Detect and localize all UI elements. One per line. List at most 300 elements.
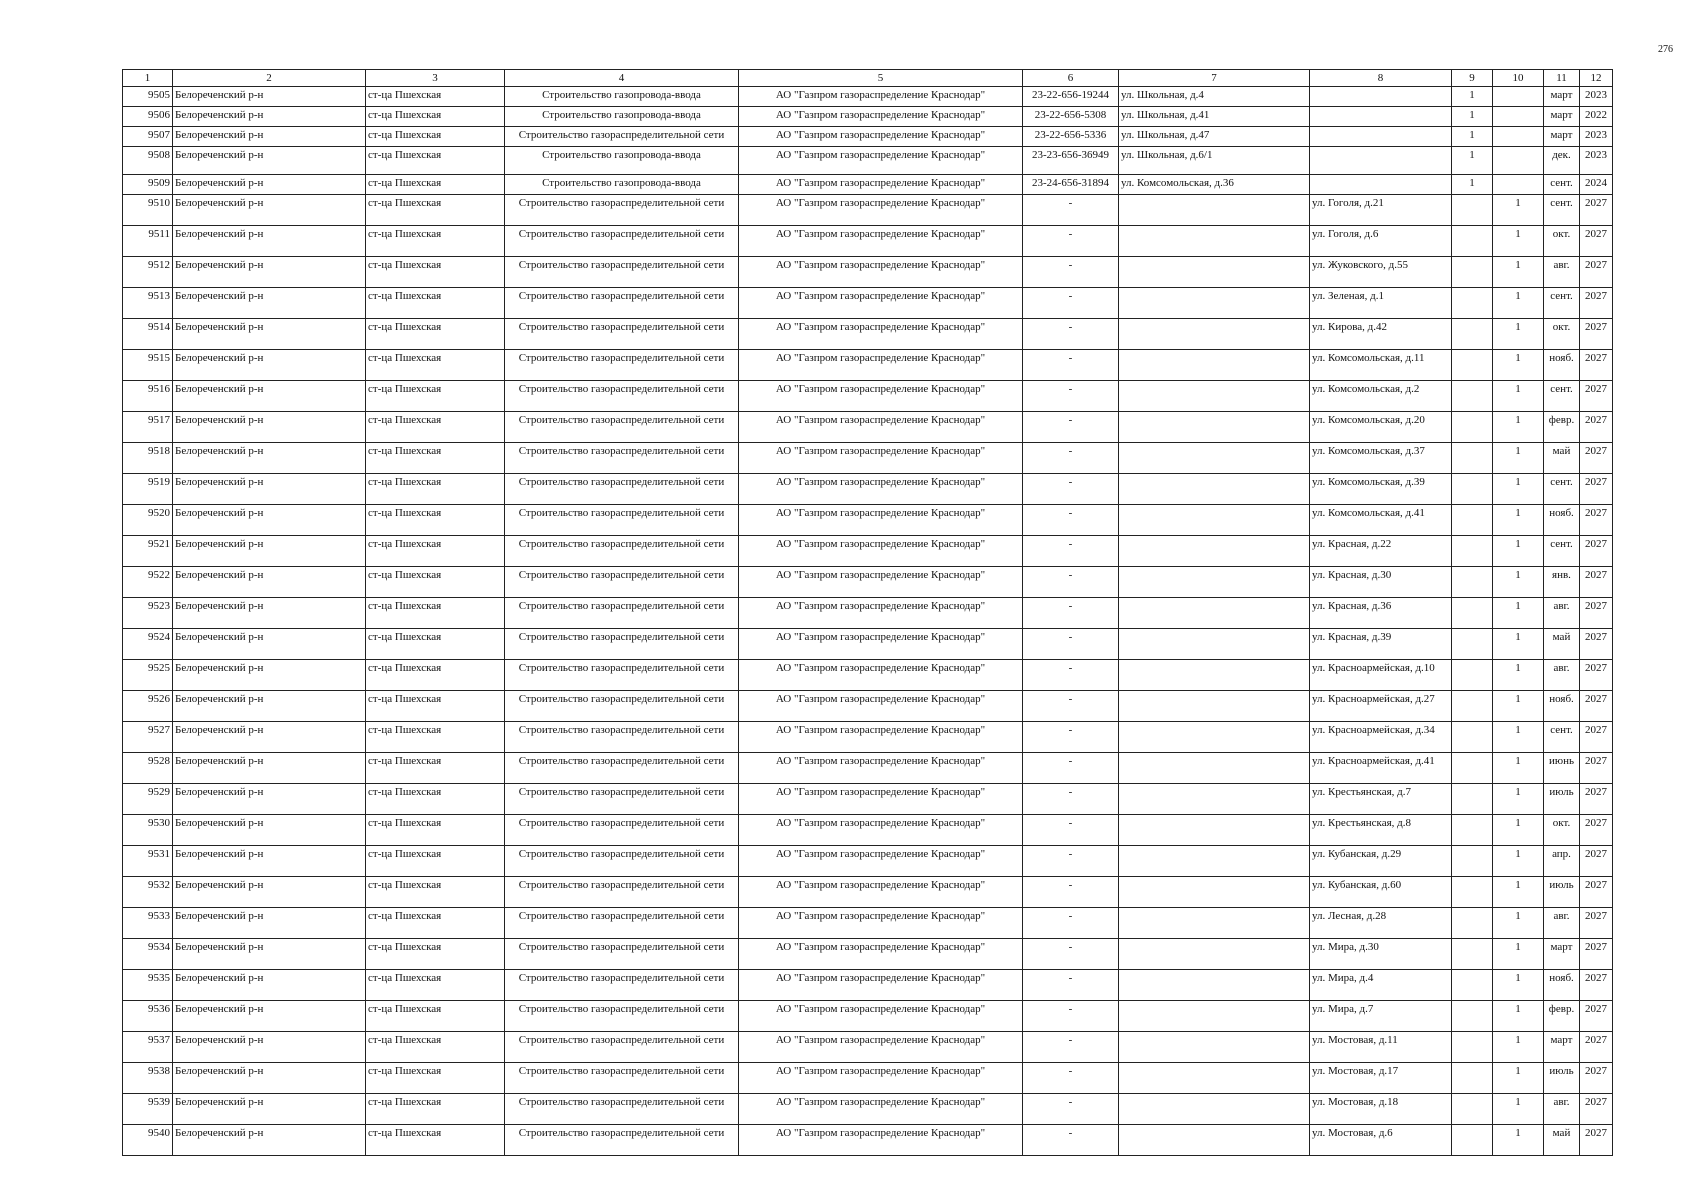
count-col10-cell: 1 xyxy=(1493,288,1544,319)
address-cell: ул. Школьная, д.47 xyxy=(1119,127,1310,147)
count-col9-cell xyxy=(1452,226,1493,257)
count-col9-cell xyxy=(1452,474,1493,505)
settlement-cell: ст-ца Пшехская xyxy=(366,147,505,175)
organization-cell: АО "Газпром газораспределение Краснодар" xyxy=(739,226,1023,257)
table-row xyxy=(123,846,1613,877)
year-cell: 2027 xyxy=(1580,970,1613,1001)
count-col10-cell: 1 xyxy=(1493,815,1544,846)
address-cell xyxy=(1119,970,1310,1001)
work-type-cell: Строительство газораспределительной сети xyxy=(505,1063,739,1094)
organization-cell: АО "Газпром газораспределение Краснодар" xyxy=(739,443,1023,474)
address-cell xyxy=(1119,846,1310,877)
year-cell: 2024 xyxy=(1580,175,1613,195)
planned-address-cell: ул. Кирова, д.42 xyxy=(1310,319,1452,350)
month-cell: апр. xyxy=(1544,846,1580,877)
year-cell: 2027 xyxy=(1580,536,1613,567)
work-type-cell: Строительство газораспределительной сети xyxy=(505,691,739,722)
settlement-cell: ст-ца Пшехская xyxy=(366,536,505,567)
work-type-cell: Строительство газораспределительной сети xyxy=(505,598,739,629)
code-cell: - xyxy=(1023,691,1119,722)
count-col9-cell xyxy=(1452,288,1493,319)
count-col10-cell: 1 xyxy=(1493,1032,1544,1063)
work-type-cell: Строительство газораспределительной сети xyxy=(505,288,739,319)
table-row xyxy=(123,147,1613,175)
work-type-cell: Строительство газораспределительной сети xyxy=(505,908,739,939)
year-cell: 2023 xyxy=(1580,87,1613,107)
month-cell: нояб. xyxy=(1544,970,1580,1001)
count-col10-cell: 1 xyxy=(1493,846,1544,877)
settlement-cell: ст-ца Пшехская xyxy=(366,660,505,691)
count-col10-cell xyxy=(1493,147,1544,175)
work-type-cell: Строительство газораспределительной сети xyxy=(505,505,739,536)
count-col10-cell: 1 xyxy=(1493,226,1544,257)
code-cell: - xyxy=(1023,412,1119,443)
row-number-cell: 9537 xyxy=(123,1032,173,1063)
code-cell: - xyxy=(1023,1094,1119,1125)
district-cell: Белореченский р-н xyxy=(173,505,366,536)
work-type-cell: Строительство газораспределительной сети xyxy=(505,753,739,784)
count-col10-cell: 1 xyxy=(1493,350,1544,381)
work-type-cell: Строительство газораспределительной сети xyxy=(505,474,739,505)
organization-cell: АО "Газпром газораспределение Краснодар" xyxy=(739,877,1023,908)
count-col9-cell xyxy=(1452,536,1493,567)
column-header: 3 xyxy=(366,70,505,87)
row-number-cell: 9530 xyxy=(123,815,173,846)
address-cell xyxy=(1119,1001,1310,1032)
row-number-cell: 9509 xyxy=(123,175,173,195)
count-col10-cell: 1 xyxy=(1493,722,1544,753)
row-number-cell: 9515 xyxy=(123,350,173,381)
organization-cell: АО "Газпром газораспределение Краснодар" xyxy=(739,107,1023,127)
address-cell xyxy=(1119,288,1310,319)
settlement-cell: ст-ца Пшехская xyxy=(366,908,505,939)
district-cell: Белореченский р-н xyxy=(173,753,366,784)
row-number-cell: 9520 xyxy=(123,505,173,536)
settlement-cell: ст-ца Пшехская xyxy=(366,970,505,1001)
organization-cell: АО "Газпром газораспределение Краснодар" xyxy=(739,257,1023,288)
settlement-cell: ст-ца Пшехская xyxy=(366,319,505,350)
count-col10-cell: 1 xyxy=(1493,877,1544,908)
table-row xyxy=(123,970,1613,1001)
district-cell: Белореченский р-н xyxy=(173,536,366,567)
month-cell: нояб. xyxy=(1544,505,1580,536)
count-col10-cell: 1 xyxy=(1493,753,1544,784)
settlement-cell: ст-ца Пшехская xyxy=(366,127,505,147)
settlement-cell: ст-ца Пшехская xyxy=(366,412,505,443)
month-cell: авг. xyxy=(1544,1094,1580,1125)
column-header: 2 xyxy=(173,70,366,87)
planned-address-cell: ул. Гоголя, д.21 xyxy=(1310,195,1452,226)
district-cell: Белореченский р-н xyxy=(173,1032,366,1063)
address-cell xyxy=(1119,257,1310,288)
year-cell: 2027 xyxy=(1580,629,1613,660)
code-cell: 23-22-656-5308 xyxy=(1023,107,1119,127)
planned-address-cell: ул. Мира, д.7 xyxy=(1310,1001,1452,1032)
count-col10-cell: 1 xyxy=(1493,319,1544,350)
work-type-cell: Строительство газораспределительной сети xyxy=(505,381,739,412)
planned-address-cell xyxy=(1310,107,1452,127)
table-row xyxy=(123,567,1613,598)
planned-address-cell xyxy=(1310,87,1452,107)
table-row xyxy=(123,784,1613,815)
count-col9-cell xyxy=(1452,505,1493,536)
count-col9-cell xyxy=(1452,877,1493,908)
year-cell: 2027 xyxy=(1580,1125,1613,1156)
work-type-cell: Строительство газораспределительной сети xyxy=(505,350,739,381)
planned-address-cell: ул. Красноармейская, д.10 xyxy=(1310,660,1452,691)
settlement-cell: ст-ца Пшехская xyxy=(366,1032,505,1063)
planned-address-cell: ул. Комсомольская, д.2 xyxy=(1310,381,1452,412)
year-cell: 2027 xyxy=(1580,815,1613,846)
organization-cell: АО "Газпром газораспределение Краснодар" xyxy=(739,598,1023,629)
code-cell: - xyxy=(1023,536,1119,567)
planned-address-cell: ул. Красноармейская, д.41 xyxy=(1310,753,1452,784)
count-col9-cell xyxy=(1452,660,1493,691)
address-cell xyxy=(1119,877,1310,908)
district-cell: Белореченский р-н xyxy=(173,443,366,474)
planned-address-cell: ул. Красная, д.39 xyxy=(1310,629,1452,660)
table-row xyxy=(123,908,1613,939)
count-col10-cell: 1 xyxy=(1493,505,1544,536)
planned-address-cell: ул. Красноармейская, д.27 xyxy=(1310,691,1452,722)
code-cell: - xyxy=(1023,350,1119,381)
table-row xyxy=(123,660,1613,691)
table-row xyxy=(123,536,1613,567)
planned-address-cell xyxy=(1310,175,1452,195)
count-col9-cell xyxy=(1452,567,1493,598)
address-cell xyxy=(1119,908,1310,939)
count-col9-cell xyxy=(1452,629,1493,660)
page-number: 276 xyxy=(1658,44,1673,55)
row-number-cell: 9508 xyxy=(123,147,173,175)
table-row xyxy=(123,1032,1613,1063)
count-col10-cell: 1 xyxy=(1493,257,1544,288)
column-header: 4 xyxy=(505,70,739,87)
code-cell: - xyxy=(1023,784,1119,815)
month-cell: май xyxy=(1544,629,1580,660)
settlement-cell: ст-ца Пшехская xyxy=(366,1125,505,1156)
table-row xyxy=(123,1094,1613,1125)
count-col9-cell xyxy=(1452,691,1493,722)
year-cell: 2027 xyxy=(1580,877,1613,908)
settlement-cell: ст-ца Пшехская xyxy=(366,381,505,412)
district-cell: Белореченский р-н xyxy=(173,226,366,257)
code-cell: - xyxy=(1023,1063,1119,1094)
organization-cell: АО "Газпром газораспределение Краснодар" xyxy=(739,195,1023,226)
table-row xyxy=(123,288,1613,319)
code-cell: - xyxy=(1023,226,1119,257)
row-number-cell: 9529 xyxy=(123,784,173,815)
year-cell: 2027 xyxy=(1580,908,1613,939)
organization-cell: АО "Газпром газораспределение Краснодар" xyxy=(739,629,1023,660)
district-cell: Белореченский р-н xyxy=(173,381,366,412)
planned-address-cell: ул. Кубанская, д.60 xyxy=(1310,877,1452,908)
count-col10-cell: 1 xyxy=(1493,1063,1544,1094)
column-header: 8 xyxy=(1310,70,1452,87)
table-row xyxy=(123,175,1613,195)
address-cell xyxy=(1119,1125,1310,1156)
address-cell xyxy=(1119,722,1310,753)
settlement-cell: ст-ца Пшехская xyxy=(366,598,505,629)
month-cell: авг. xyxy=(1544,598,1580,629)
organization-cell: АО "Газпром газораспределение Краснодар" xyxy=(739,381,1023,412)
organization-cell: АО "Газпром газораспределение Краснодар" xyxy=(739,722,1023,753)
count-col10-cell xyxy=(1493,107,1544,127)
table-row xyxy=(123,226,1613,257)
month-cell: июль xyxy=(1544,1063,1580,1094)
column-header: 7 xyxy=(1119,70,1310,87)
row-number-cell: 9518 xyxy=(123,443,173,474)
count-col9-cell: 1 xyxy=(1452,127,1493,147)
address-cell xyxy=(1119,1032,1310,1063)
district-cell: Белореченский р-н xyxy=(173,939,366,970)
month-cell: март xyxy=(1544,87,1580,107)
work-type-cell: Строительство газораспределительной сети xyxy=(505,970,739,1001)
work-type-cell: Строительство газораспределительной сети xyxy=(505,195,739,226)
row-number-cell: 9507 xyxy=(123,127,173,147)
year-cell: 2027 xyxy=(1580,319,1613,350)
count-col9-cell xyxy=(1452,908,1493,939)
count-col9-cell xyxy=(1452,1001,1493,1032)
address-cell xyxy=(1119,536,1310,567)
settlement-cell: ст-ца Пшехская xyxy=(366,175,505,195)
address-cell xyxy=(1119,474,1310,505)
row-number-cell: 9534 xyxy=(123,939,173,970)
table-row xyxy=(123,877,1613,908)
district-cell: Белореченский р-н xyxy=(173,474,366,505)
work-type-cell: Строительство газораспределительной сети xyxy=(505,877,739,908)
address-cell xyxy=(1119,753,1310,784)
count-col9-cell xyxy=(1452,443,1493,474)
code-cell: - xyxy=(1023,877,1119,908)
settlement-cell: ст-ца Пшехская xyxy=(366,1094,505,1125)
row-number-cell: 9531 xyxy=(123,846,173,877)
data-table xyxy=(122,69,1613,1156)
count-col9-cell xyxy=(1452,1032,1493,1063)
count-col9-cell xyxy=(1452,1094,1493,1125)
row-number-cell: 9513 xyxy=(123,288,173,319)
address-cell xyxy=(1119,815,1310,846)
district-cell: Белореченский р-н xyxy=(173,598,366,629)
month-cell: февр. xyxy=(1544,412,1580,443)
row-number-cell: 9525 xyxy=(123,660,173,691)
column-header: 6 xyxy=(1023,70,1119,87)
count-col10-cell: 1 xyxy=(1493,939,1544,970)
work-type-cell: Строительство газораспределительной сети xyxy=(505,629,739,660)
district-cell: Белореченский р-н xyxy=(173,1063,366,1094)
column-header: 9 xyxy=(1452,70,1493,87)
year-cell: 2027 xyxy=(1580,1001,1613,1032)
code-cell: - xyxy=(1023,939,1119,970)
year-cell: 2027 xyxy=(1580,598,1613,629)
table-row xyxy=(123,598,1613,629)
count-col9-cell xyxy=(1452,846,1493,877)
code-cell: - xyxy=(1023,474,1119,505)
month-cell: февр. xyxy=(1544,1001,1580,1032)
table-row xyxy=(123,939,1613,970)
organization-cell: АО "Газпром газораспределение Краснодар" xyxy=(739,939,1023,970)
address-cell: ул. Школьная, д.41 xyxy=(1119,107,1310,127)
district-cell: Белореченский р-н xyxy=(173,567,366,598)
row-number-cell: 9524 xyxy=(123,629,173,660)
settlement-cell: ст-ца Пшехская xyxy=(366,505,505,536)
year-cell: 2027 xyxy=(1580,412,1613,443)
address-cell: ул. Комсомольская, д.36 xyxy=(1119,175,1310,195)
row-number-cell: 9511 xyxy=(123,226,173,257)
settlement-cell: ст-ца Пшехская xyxy=(366,784,505,815)
district-cell: Белореченский р-н xyxy=(173,350,366,381)
month-cell: май xyxy=(1544,443,1580,474)
district-cell: Белореченский р-н xyxy=(173,908,366,939)
work-type-cell: Строительство газопровода-ввода xyxy=(505,87,739,107)
work-type-cell: Строительство газораспределительной сети xyxy=(505,784,739,815)
settlement-cell: ст-ца Пшехская xyxy=(366,753,505,784)
work-type-cell: Строительство газораспределительной сети xyxy=(505,319,739,350)
row-number-cell: 9510 xyxy=(123,195,173,226)
work-type-cell: Строительство газораспределительной сети xyxy=(505,412,739,443)
code-cell: 23-22-656-5336 xyxy=(1023,127,1119,147)
district-cell: Белореченский р-н xyxy=(173,319,366,350)
count-col10-cell: 1 xyxy=(1493,1125,1544,1156)
settlement-cell: ст-ца Пшехская xyxy=(366,226,505,257)
planned-address-cell xyxy=(1310,127,1452,147)
work-type-cell: Строительство газораспределительной сети xyxy=(505,536,739,567)
count-col10-cell: 1 xyxy=(1493,629,1544,660)
district-cell: Белореченский р-н xyxy=(173,784,366,815)
month-cell: нояб. xyxy=(1544,691,1580,722)
count-col10-cell xyxy=(1493,87,1544,107)
planned-address-cell: ул. Кубанская, д.29 xyxy=(1310,846,1452,877)
year-cell: 2027 xyxy=(1580,226,1613,257)
settlement-cell: ст-ца Пшехская xyxy=(366,1001,505,1032)
settlement-cell: ст-ца Пшехская xyxy=(366,939,505,970)
district-cell: Белореченский р-н xyxy=(173,257,366,288)
address-cell xyxy=(1119,443,1310,474)
year-cell: 2027 xyxy=(1580,567,1613,598)
count-col10-cell: 1 xyxy=(1493,691,1544,722)
count-col10-cell: 1 xyxy=(1493,970,1544,1001)
table-row xyxy=(123,412,1613,443)
address-cell xyxy=(1119,319,1310,350)
settlement-cell: ст-ца Пшехская xyxy=(366,722,505,753)
district-cell: Белореченский р-н xyxy=(173,1001,366,1032)
district-cell: Белореченский р-н xyxy=(173,147,366,175)
code-cell: 23-22-656-19244 xyxy=(1023,87,1119,107)
code-cell: - xyxy=(1023,319,1119,350)
table-row xyxy=(123,195,1613,226)
row-number-cell: 9519 xyxy=(123,474,173,505)
address-cell xyxy=(1119,598,1310,629)
table-row xyxy=(123,1001,1613,1032)
organization-cell: АО "Газпром газораспределение Краснодар" xyxy=(739,784,1023,815)
code-cell: - xyxy=(1023,970,1119,1001)
month-cell: сент. xyxy=(1544,288,1580,319)
column-header: 10 xyxy=(1493,70,1544,87)
row-number-cell: 9514 xyxy=(123,319,173,350)
count-col9-cell xyxy=(1452,939,1493,970)
organization-cell: АО "Газпром газораспределение Краснодар" xyxy=(739,815,1023,846)
settlement-cell: ст-ца Пшехская xyxy=(366,567,505,598)
year-cell: 2027 xyxy=(1580,660,1613,691)
table-row xyxy=(123,257,1613,288)
count-col9-cell xyxy=(1452,753,1493,784)
year-cell: 2023 xyxy=(1580,127,1613,147)
month-cell: авг. xyxy=(1544,660,1580,691)
district-cell: Белореченский р-н xyxy=(173,722,366,753)
column-header: 5 xyxy=(739,70,1023,87)
month-cell: дек. xyxy=(1544,147,1580,175)
month-cell: сент. xyxy=(1544,474,1580,505)
year-cell: 2027 xyxy=(1580,443,1613,474)
row-number-cell: 9527 xyxy=(123,722,173,753)
row-number-cell: 9522 xyxy=(123,567,173,598)
work-type-cell: Строительство газораспределительной сети xyxy=(505,846,739,877)
organization-cell: АО "Газпром газораспределение Краснодар" xyxy=(739,147,1023,175)
row-number-cell: 9505 xyxy=(123,87,173,107)
row-number-cell: 9517 xyxy=(123,412,173,443)
count-col10-cell xyxy=(1493,175,1544,195)
work-type-cell: Строительство газораспределительной сети xyxy=(505,1094,739,1125)
count-col10-cell: 1 xyxy=(1493,536,1544,567)
count-col9-cell xyxy=(1452,598,1493,629)
planned-address-cell: ул. Комсомольская, д.39 xyxy=(1310,474,1452,505)
year-cell: 2027 xyxy=(1580,257,1613,288)
organization-cell: АО "Газпром газораспределение Краснодар" xyxy=(739,175,1023,195)
code-cell: - xyxy=(1023,846,1119,877)
count-col10-cell: 1 xyxy=(1493,443,1544,474)
code-cell: - xyxy=(1023,598,1119,629)
count-col9-cell: 1 xyxy=(1452,147,1493,175)
organization-cell: АО "Газпром газораспределение Краснодар" xyxy=(739,660,1023,691)
table-row xyxy=(123,722,1613,753)
work-type-cell: Строительство газораспределительной сети xyxy=(505,1032,739,1063)
table-row xyxy=(123,87,1613,107)
count-col10-cell: 1 xyxy=(1493,381,1544,412)
code-cell: - xyxy=(1023,908,1119,939)
year-cell: 2027 xyxy=(1580,1063,1613,1094)
year-cell: 2027 xyxy=(1580,474,1613,505)
row-number-cell: 9538 xyxy=(123,1063,173,1094)
address-cell xyxy=(1119,629,1310,660)
row-number-cell: 9528 xyxy=(123,753,173,784)
month-cell: янв. xyxy=(1544,567,1580,598)
settlement-cell: ст-ца Пшехская xyxy=(366,257,505,288)
code-cell: - xyxy=(1023,505,1119,536)
organization-cell: АО "Газпром газораспределение Краснодар" xyxy=(739,1063,1023,1094)
district-cell: Белореченский р-н xyxy=(173,691,366,722)
table-row xyxy=(123,505,1613,536)
planned-address-cell: ул. Комсомольская, д.41 xyxy=(1310,505,1452,536)
count-col9-cell xyxy=(1452,784,1493,815)
table-row xyxy=(123,1063,1613,1094)
address-cell xyxy=(1119,1094,1310,1125)
row-number-cell: 9539 xyxy=(123,1094,173,1125)
month-cell: авг. xyxy=(1544,257,1580,288)
planned-address-cell: ул. Комсомольская, д.20 xyxy=(1310,412,1452,443)
year-cell: 2027 xyxy=(1580,753,1613,784)
address-cell xyxy=(1119,381,1310,412)
count-col10-cell: 1 xyxy=(1493,195,1544,226)
table-row xyxy=(123,1125,1613,1156)
planned-address-cell: ул. Красноармейская, д.34 xyxy=(1310,722,1452,753)
month-cell: март xyxy=(1544,939,1580,970)
address-cell: ул. Школьная, д.4 xyxy=(1119,87,1310,107)
table-row xyxy=(123,691,1613,722)
count-col9-cell: 1 xyxy=(1452,87,1493,107)
row-number-cell: 9506 xyxy=(123,107,173,127)
table-row xyxy=(123,753,1613,784)
code-cell: - xyxy=(1023,660,1119,691)
